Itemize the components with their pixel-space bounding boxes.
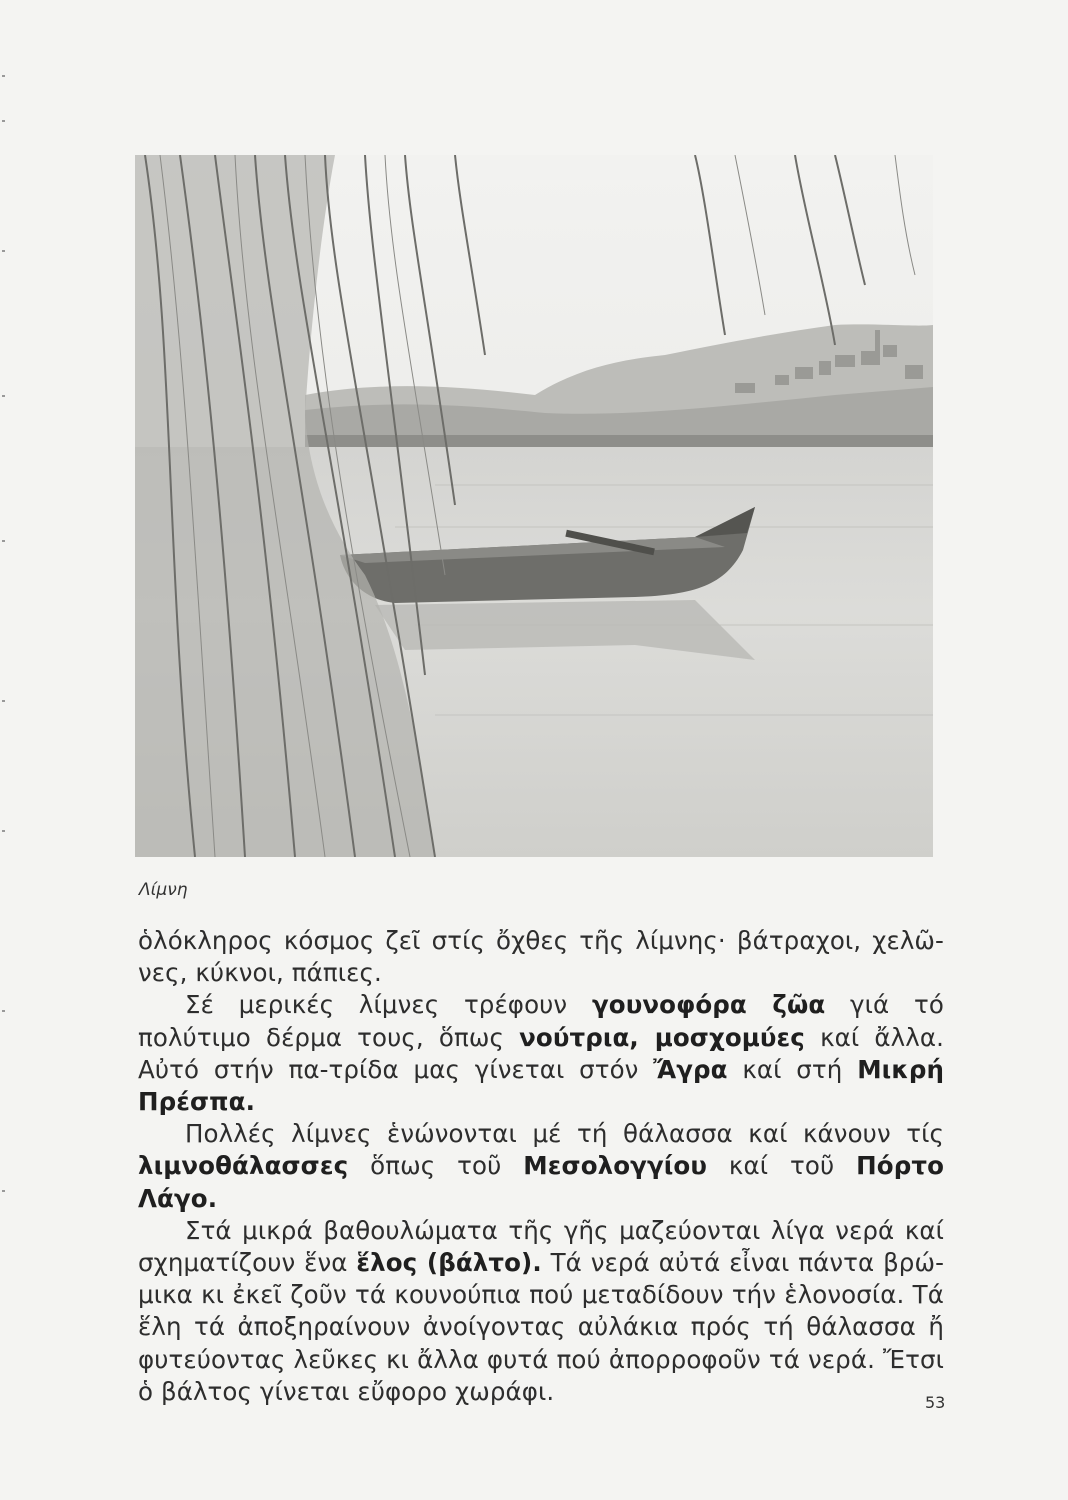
bold-term: γουνοφόρα ζῶα bbox=[592, 990, 826, 1020]
bold-term: Ἄγρα bbox=[653, 1054, 728, 1084]
text-run: Πολλές λίμνες ἑνώνονται μέ τή θάλασσα καί κάνουν τίς bbox=[185, 1119, 944, 1149]
page-number: 53 bbox=[925, 1393, 946, 1412]
text-run: ὁλόκληρος κόσμος ζεῖ στίς ὄχθες τῆς λίμνης· βάτραχοι, χελῶ-νες, κύκνοι, πάπιες. bbox=[138, 926, 944, 988]
body-text bbox=[138, 925, 944, 1408]
bold-term: Μικρή Πρέσπα. bbox=[138, 1054, 944, 1117]
scan-edge-marks bbox=[0, 0, 8, 1500]
paragraph bbox=[138, 925, 944, 989]
text-run: καί στή bbox=[727, 1054, 858, 1084]
paragraph bbox=[138, 989, 944, 1118]
bold-term: Πόρτο Λάγο. bbox=[138, 1151, 945, 1213]
lake-photo bbox=[135, 155, 933, 857]
bold-term: λιμνοθάλασσες bbox=[138, 1151, 349, 1181]
text-run: ὅπως τοῦ bbox=[348, 1151, 524, 1181]
lake-with-boat-photo-icon bbox=[135, 155, 933, 857]
text-run: Στά μικρά βαθουλώματα τῆς γῆς μαζεύονται λίγα νερά καί σχηματίζουν ἕνα bbox=[138, 1215, 944, 1278]
photo-caption: Λίμνη bbox=[139, 880, 188, 900]
text-run: Τά νερά αὐτά εἶναι πάντα βρώ-μικα κι ἐκεῖ ζοῦν τά κουνούπια πού μεταδίδουν τήν ἑλονοσία. Τά ἕλη τά ἀποξηραίνουν ἀνοίγοντας αὐλάκια πρός τή θάλασσα ἤ φυτεύοντας λεῦκες κι ἄλλα φυτά πού ἀπορροφοῦν τά νερά. Ἔτσι ὁ βάλτος γίνεται εὔφορο χωράφι. bbox=[138, 1248, 945, 1406]
paragraph bbox=[138, 1118, 944, 1215]
paragraph bbox=[138, 1215, 944, 1408]
bold-term: νούτρια, μοσχομύες bbox=[519, 1022, 805, 1052]
text-run: Σέ μερικές λίμνες τρέφουν bbox=[185, 990, 592, 1020]
bold-term: Μεσολογγίου bbox=[523, 1151, 707, 1181]
bold-term: ἕλος (βάλτο). bbox=[356, 1248, 542, 1278]
text-run: καί τοῦ bbox=[706, 1151, 857, 1181]
text-run: γιά τό πολύτιμο δέρμα τους, ὅπως bbox=[138, 990, 944, 1052]
text-run: καί ἄλλα. Αὐτό στήν πα-τρίδα μας γίνεται στόν bbox=[138, 1022, 944, 1084]
